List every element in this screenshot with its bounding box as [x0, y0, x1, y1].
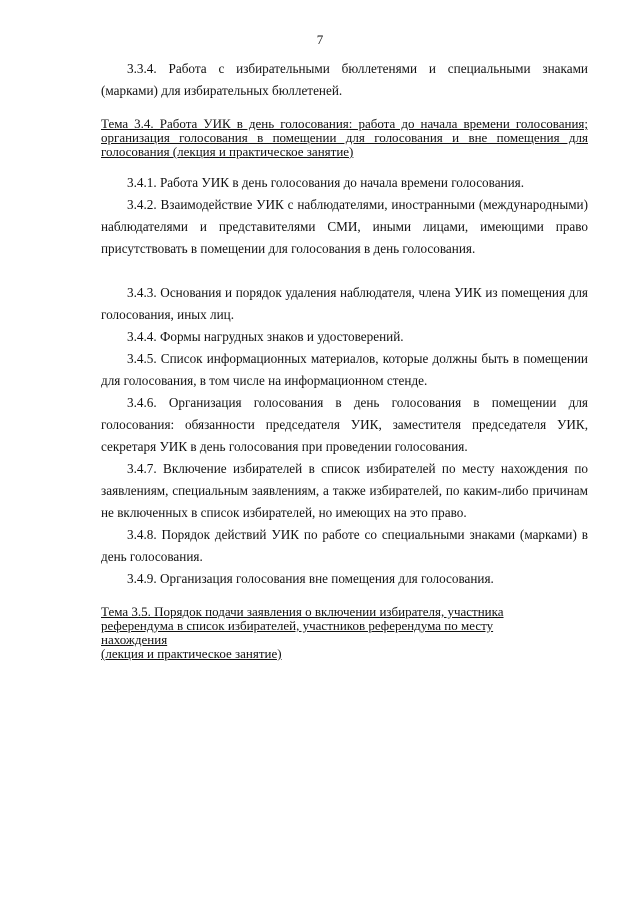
topic-3-5-line-2: референдума в список избирателей, участников референдума по месту — [101, 618, 494, 633]
paragraph-3-4-5: 3.4.5. Список информационных материалов, которые должны быть в помещении для голосования, в том числе на информационном стенде. — [101, 351, 588, 388]
paragraph-3-3-4: 3.3.4. Работа с избирательными бюллетенями и специальными знаками (марками) для избирательных бюллетеней. — [101, 61, 588, 98]
page-number: 7 — [316, 32, 324, 47]
paragraph-3-4-1: 3.4.1. Работа УИК в день голосования до начала времени голосования. — [127, 175, 525, 190]
topic-3-4-heading: Тема 3.4. Работа УИК в день голосования: работа до начала времени голосования; организация голосования в помещении для голосования и вне помещения для голосования (лекция и практическое занятие) — [101, 116, 588, 159]
paragraph-3-4-2: 3.4.2. Взаимодействие УИК с наблюдателями, иностранными (международными) наблюдателями и представителями СМИ, иными лицами, имеющими право присутствовать в помещении для голосования в день голосования. — [101, 197, 588, 256]
paragraph-3-4-3: 3.4.3. Основания и порядок удаления наблюдателя, члена УИК из помещения для голосования, иных лиц. — [101, 285, 588, 322]
paragraph-3-4-7: 3.4.7. Включение избирателей в список избирателей по месту нахождения по заявлениям, специальным заявлениям, а также избирателей, по каким-либо причинам не включенных в список избирателей, но имеющих на это право. — [101, 461, 588, 520]
paragraph-3-4-9: 3.4.9. Организация голосования вне помещения для голосования. — [127, 571, 494, 586]
paragraph-3-4-8: 3.4.8. Порядок действий УИК по работе со специальными знаками (марками) в день голосования. — [101, 527, 588, 564]
paragraph-3-4-4: 3.4.4. Формы нагрудных знаков и удостоверений. — [127, 329, 404, 344]
paragraph-3-4-6: 3.4.6. Организация голосования в день голосования в помещении для голосования: обязанности председателя УИК, заместителя председателя УИК, секретаря УИК в день голосования при проведении голосования. — [101, 395, 588, 454]
topic-3-5-line-4: (лекция и практическое занятие) — [101, 646, 282, 661]
topic-3-5-line-3: нахождения — [101, 632, 168, 647]
topic-3-5-line-1: Тема 3.5. Порядок подачи заявления о включении избирателя, участника — [101, 604, 504, 619]
topic-3-5-heading — [101, 605, 588, 661]
